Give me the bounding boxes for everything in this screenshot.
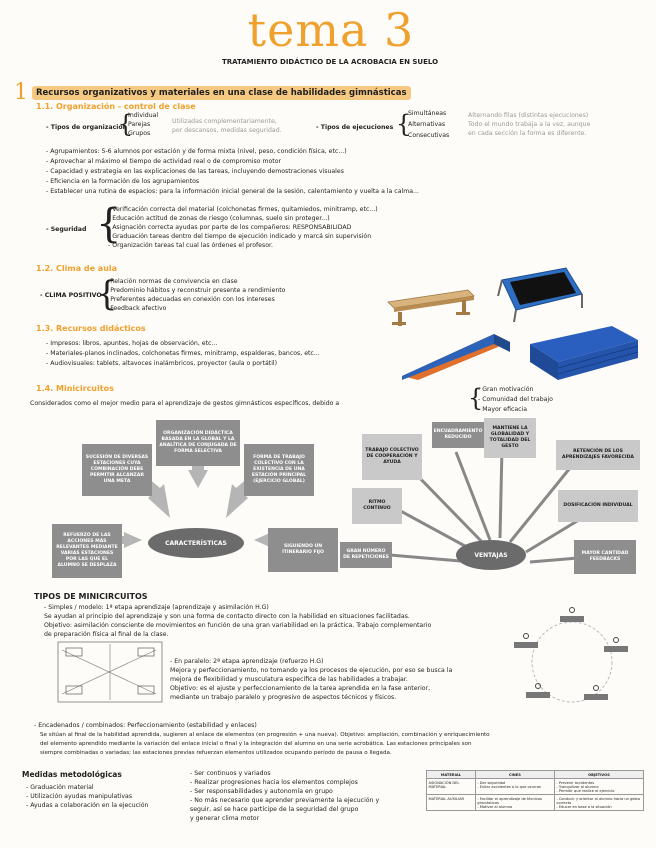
table-cell: - Prevenir accidentes - Tranquilizar al alumno - Permitir que realice el ejercicio (554, 779, 643, 795)
ej-note: en cada sección la forma es diferente. (468, 130, 587, 137)
clima-item: - Predominio hábitos y reconstruir presente a rendimiento (106, 287, 286, 294)
ventaja-box: TRABAJO COLECTIVO DE COOPERACIÓN Y AYUDA (362, 434, 422, 480)
table-header: OBJETIVOS (554, 771, 643, 779)
tipos-title: TIPOS DE MINICIRCUITOS (34, 592, 148, 601)
table-cell: - Conducir y orientar al alumno hacia un gesto correcto - Educar en base a la situación (554, 795, 643, 811)
bullet-text: - Establecer una rutina de espacios: para la información inicial general de la sesión, calentamiento y vuelta a la calma... (46, 188, 419, 195)
ventaja-box: RETENCIÓN DE LOS APRENDIZAJES FAVORECIDA (556, 440, 640, 470)
tipos-paralelo-text: Objetivo: es el ajuste y perfeccionamiento de la tarea aprendida en la fase anterior, (170, 685, 431, 692)
medida-item: - Graduación material (26, 784, 94, 791)
seguridad-item: - Graduación tareas dentro del tiempo de ejecución indicado y marcá sin supervisión (108, 233, 372, 240)
brace-icon: { (118, 110, 134, 138)
recurso-item: - Audiovisuales: tablets, altavoces inalámbricos, proyector (aula o portátil) (46, 360, 278, 367)
caracteristica-box: REFUERZO DE LAS ACCIONES MÁS RELEVANTES MEDIANTE VARIAS ESTACIONES POR LAS QUE EL ALUMNO SE DESPLAZA (52, 524, 122, 578)
brace-icon: { (396, 110, 412, 138)
table-cell: - Dar seguridad - Evitar accidentes o lo que ocurran (475, 779, 554, 795)
caracteristica-box: ORGANIZACIÓN DIDÁCTICA BASADA EN LA GLOBAL Y LA ANALÍTICA DE CONJUGADA DE FORMA SELECTIVA (156, 420, 240, 466)
seguridad-item: - Verificación correcta del material (colchonetas firmes, quitamiedos, minitramp, etc...) (108, 206, 378, 213)
clima-item: - Relación normas de convivencia en clase (106, 278, 238, 285)
bullet-text: - Capacidad y estrategia en las explicaciones de las tareas, incluyendo demostraciones visuales (46, 168, 344, 175)
ej-note: Todo el mundo trabaja a la vez, aunque (468, 121, 591, 128)
org-note: Utilizadas complementariamente, (172, 118, 277, 125)
subsection-title-1-3: 1.3. Recursos didácticos (36, 324, 146, 333)
subsection-title-1-2: 1.2. Clima de aula (36, 264, 118, 273)
page-title: tema 3 (247, 3, 415, 57)
seguridad-item: - Asignación correcta ayudas por parte de los compañeros: RESPONSABILIDAD (108, 224, 352, 231)
caracteristicas-center: CARACTERÍSTICAS (148, 528, 244, 558)
caracteristica-box: FORMA DE TRABAJO COLECTIVO CON LA EXISTENCIA DE UNA ESTACIÓN PRINCIPAL (EJERCICIO GLOBAL) (244, 444, 314, 496)
ventaja-box: MAYOR CANTIDAD FEEDBACKS (574, 540, 636, 574)
tipos-paralelo-text: - En paralelo: 2ª etapa aprendizaje (refuerzo H.G) (170, 658, 324, 665)
tipos-encadenados-text: - Encadenados / combinados: Perfeccionamiento (estabilidad y enlaces) (34, 722, 257, 729)
tipos-simples-text: Objetivo: asimilación consciente de movimientos en función de una gran variabilidad en la práctica. Trabajo complementario (44, 622, 432, 629)
tipos-paralelo-text: Mejora y perfeccionamiento, no tomando ya los procesos de ejecución, por eso se busca la (170, 667, 453, 674)
tipos-simples-text: Se ayudan al principio del aprendizaje y son una forma de contacto directo con la habilidad en situaciones facilitadas. (44, 613, 410, 620)
table-header: MATERIAL (427, 771, 476, 779)
ej-note: Alternando filas (distintas ejecuciones) (468, 112, 589, 119)
ventajas-center: VENTAJAS (456, 540, 526, 570)
table-cell: ASIGNACIÓN DEL MATERIAL (427, 779, 476, 795)
ventaja-box: MANTIENE LA GLOBALIDAD Y TOTALIDAD DEL GESTO (484, 418, 536, 458)
medida-detail: - Realizar progresiones hacia los elementos complejos (190, 779, 358, 786)
material-table (426, 770, 644, 811)
ej-item: Alternativas (408, 121, 446, 128)
clima-positivo-label: - CLIMA POSITIVO (40, 292, 102, 299)
bench-image (384, 284, 476, 328)
tipos-paralelo-text: mejora de flexibilidad y musculatura específica de las habilidades a trabajar. (170, 676, 408, 683)
paralelo-sketch (56, 640, 164, 704)
wedge-mat-image (398, 328, 514, 380)
bullet-text: - Agrupamientos: 5-6 alumnos por estación y de forma mixta (nivel, peso, condición física, etc...) (46, 148, 347, 155)
seguridad-item: - Educación actitud de zonas de riesgo (columnas, suelo sin proteger...) (108, 215, 330, 222)
medida-detail: - No más necesario que aprender previamente la ejecución y (190, 797, 380, 804)
tipos-simples-text: de preparación física al final de la clase. (44, 631, 169, 638)
section-number: 1 (14, 80, 28, 105)
org-note: por descansos, medidas seguridad. (172, 127, 282, 134)
ej-item: Consecutivas (408, 132, 450, 139)
org-item: Parejas (128, 121, 151, 128)
table-header: CINES (475, 771, 554, 779)
tipos-simples-text: - Simples / modelo: 1ª etapa aprendizaje (aprendizaje y asimilación H.G) (44, 604, 269, 611)
org-item: Individual (128, 112, 159, 119)
table-row (427, 795, 644, 811)
ej-item: Simultáneas (408, 110, 447, 117)
seguridad-label: - Seguridad (46, 226, 87, 233)
medida-detail: seguir, así se hace partícipe de la seguridad del grupo (190, 806, 359, 813)
table-row (427, 779, 644, 795)
recurso-item: - Materiales-planos inclinados, colchonetas firmes, minitramp, espalderas, bancos, etc... (46, 350, 320, 357)
recurso-item: - Impresos: libros, apuntes, hojas de observación, etc... (46, 340, 218, 347)
ventaja-box: ENCUADRAMIENTO REDUCIDO (432, 422, 484, 448)
brace-icon: { (96, 274, 118, 314)
caracteristica-box: SIGUIENDO UN ITINERARIO FIJO (268, 528, 338, 572)
tipos-organizacion-label: - Tipos de organización (46, 124, 128, 131)
section-title: Recursos organizativos y materiales en una clase de habilidades gimnásticas (32, 86, 411, 100)
ventaja-box: RITMO CONTINUO (352, 488, 402, 524)
table-cell: - Facilitar el aprendizaje de técnicas gimnásticas - Motivar al alumno (475, 795, 554, 811)
tipos-paralelo-text: mediante un trabajo paralelo y progresivo de aspectos técnicos y físicos. (170, 694, 397, 701)
folding-mats-image (524, 322, 642, 386)
table-cell: MATERIAL AUXILIAR (427, 795, 476, 811)
clima-item: - Preferentes adecuadas en conexión con los intereses (106, 296, 275, 303)
trampoline-image (492, 262, 586, 324)
medida-detail: - Ser responsabilidades y autonomía en grupo (190, 788, 333, 795)
seguridad-item: - Organización tareas tal cual las órdenes el profesor. (108, 242, 273, 249)
minicircuito-benefit: - Gran motivación (478, 386, 534, 393)
minicircuito-benefit: - Comunidad del trabajo (478, 396, 553, 403)
minicircuito-benefit: - Mayor eficacia (478, 406, 528, 413)
minicircuitos-text: Considerados como el mejor medio para el aprendizaje de gestos gimnásticos específicos, debido a (30, 400, 340, 407)
bullet-text: - Aprovechar al máximo el tiempo de actividad real o de compromiso motor (46, 158, 282, 165)
bullet-text: - Eficiencia en la formación de los agrupamientos (46, 178, 200, 185)
ventaja-box: GRAN NÚMERO DE REPETICIONES (340, 542, 392, 568)
caracteristica-box: SUCESIÓN DE DIVERSAS ESTACIONES CUYA COMBINACIÓN DEBE PERMITIR ALCANZAR UNA META (82, 444, 152, 496)
clima-item: - Feedback afectivo (106, 305, 167, 312)
subsection-title-1-1: 1.1. Organización - control de clase (36, 102, 196, 111)
tipos-encadenados-text: siempre combinadas o variadas; las estaciones previas refuerzan elementos utilizados ocupando período de pausa o llegada. (40, 750, 392, 756)
tipos-encadenados-text: Se sitúan al final de la habilidad aprendida, sugieren al enlace de elementos (en progresión + una nueva). Objetivo: ampliación, combinación y enriquecimiento (40, 732, 490, 738)
ventaja-box: DOSIFICACIÓN INDIVIDUAL (558, 490, 638, 522)
table-header-row (427, 771, 644, 779)
org-item: Grupos (128, 130, 151, 137)
brace-icon: { (96, 201, 122, 247)
tipos-encadenados-text: del elemento aprendido mediante la variación del enlace inicial o final y la integración del alumno en una serie acrobática. Las estaciones principales son (40, 741, 472, 747)
medida-item: - Utilización ayudas manipulativas (26, 793, 133, 800)
medida-detail: - Ser continuos y variados (190, 770, 271, 777)
tipos-ejecuciones-label: - Tipos de ejecuciones (316, 124, 394, 131)
page-subtitle: TRATAMIENTO DIDÁCTICO DE LA ACROBACIA EN SUELO (221, 58, 439, 66)
brace-icon: { (468, 384, 484, 412)
medida-detail: y generar clima motor (190, 815, 260, 822)
circuit-illustration (500, 606, 644, 718)
medida-item: - Ayudas a colaboración en la ejecución (26, 802, 149, 809)
medidas-title: Medidas metodológicas (22, 770, 122, 779)
subsection-title-1-4: 1.4. Minicircuitos (36, 384, 114, 393)
